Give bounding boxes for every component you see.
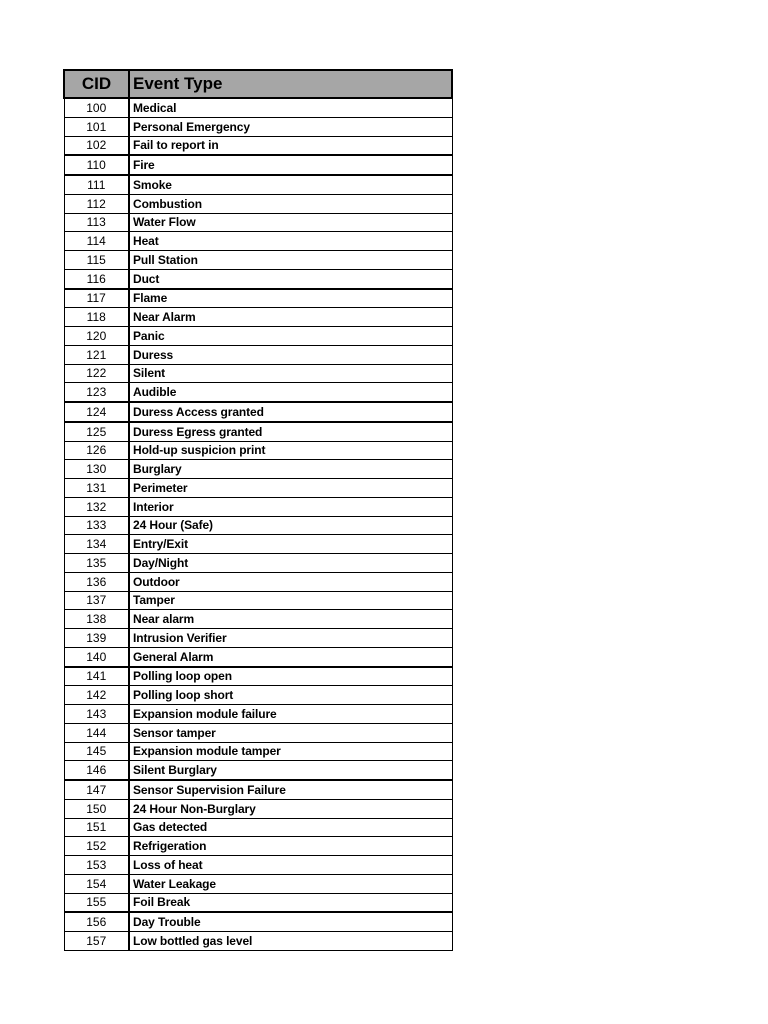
- cid-cell: 142: [64, 686, 129, 705]
- table-row: [64, 497, 452, 516]
- table-row: [64, 799, 452, 818]
- table-row: [64, 402, 452, 422]
- table-row: [64, 572, 452, 591]
- event-type-cell: Sensor Supervision Failure: [129, 780, 452, 799]
- cid-cell: 112: [64, 194, 129, 213]
- event-type-cell: Near Alarm: [129, 308, 452, 327]
- event-type-cell: Heat: [129, 232, 452, 251]
- event-type-cell: General Alarm: [129, 647, 452, 666]
- event-type-cell: Entry/Exit: [129, 535, 452, 554]
- table-row: [64, 422, 452, 441]
- event-type-cell: Silent Burglary: [129, 761, 452, 780]
- table-row: [64, 837, 452, 856]
- cid-cell: 114: [64, 232, 129, 251]
- event-type-cell: Polling loop open: [129, 667, 452, 686]
- event-type-cell: Expansion module failure: [129, 705, 452, 724]
- event-type-cell: Flame: [129, 289, 452, 308]
- cid-cell: 156: [64, 912, 129, 931]
- event-type-cell: Tamper: [129, 591, 452, 610]
- column-header-event-type: Event Type: [129, 70, 452, 98]
- table-row: [64, 155, 452, 175]
- event-type-cell: Audible: [129, 383, 452, 402]
- cid-cell: 138: [64, 610, 129, 629]
- cid-cell: 113: [64, 213, 129, 232]
- event-type-cell: Duress: [129, 345, 452, 364]
- table-row: [64, 213, 452, 232]
- table-row: [64, 667, 452, 686]
- table-row: [64, 364, 452, 383]
- cid-cell: 102: [64, 136, 129, 155]
- cid-cell: 115: [64, 251, 129, 270]
- cid-cell: 123: [64, 383, 129, 402]
- cid-cell: 118: [64, 308, 129, 327]
- cid-cell: 146: [64, 761, 129, 780]
- table-row: [64, 383, 452, 402]
- cid-cell: 116: [64, 269, 129, 288]
- cid-cell: 153: [64, 856, 129, 875]
- table-row: [64, 535, 452, 554]
- cid-cell: 144: [64, 723, 129, 742]
- table-row: [64, 705, 452, 724]
- table-row: [64, 345, 452, 364]
- event-type-cell: Refrigeration: [129, 837, 452, 856]
- cid-cell: 120: [64, 327, 129, 346]
- cid-cell: 143: [64, 705, 129, 724]
- event-type-cell: Duress Access granted: [129, 402, 452, 422]
- cid-cell: 132: [64, 497, 129, 516]
- event-type-cell: Pull Station: [129, 251, 452, 270]
- cid-cell: 130: [64, 460, 129, 479]
- table-row: [64, 194, 452, 213]
- cid-cell: 157: [64, 932, 129, 951]
- event-type-cell: Low bottled gas level: [129, 932, 452, 951]
- event-type-cell: Fail to report in: [129, 136, 452, 155]
- event-type-cell: Hold-up suspicion print: [129, 441, 452, 460]
- event-type-cell: Day/Night: [129, 554, 452, 573]
- cid-cell: 135: [64, 554, 129, 573]
- cid-cell: 155: [64, 893, 129, 912]
- event-type-cell: Smoke: [129, 175, 452, 194]
- table-row: [64, 136, 452, 155]
- cid-cell: 110: [64, 155, 129, 175]
- event-type-cell: Intrusion Verifier: [129, 629, 452, 648]
- table-row: [64, 289, 452, 308]
- table-row: [64, 269, 452, 288]
- event-type-cell: Silent: [129, 364, 452, 383]
- event-type-cell: Panic: [129, 327, 452, 346]
- table-row: [64, 554, 452, 573]
- event-type-cell: 24 Hour (Safe): [129, 516, 452, 535]
- event-type-cell: Water Flow: [129, 213, 452, 232]
- header-row: [64, 70, 452, 98]
- event-type-cell: 24 Hour Non-Burglary: [129, 799, 452, 818]
- event-type-cell: Duct: [129, 269, 452, 288]
- column-header-cid: CID: [64, 70, 129, 98]
- table-row: [64, 818, 452, 837]
- table-row: [64, 893, 452, 912]
- table-row: [64, 308, 452, 327]
- table-body: [64, 98, 452, 950]
- event-type-cell: Fire: [129, 155, 452, 175]
- table-row: [64, 686, 452, 705]
- cid-cell: 139: [64, 629, 129, 648]
- cid-cell: 141: [64, 667, 129, 686]
- table-row: [64, 175, 452, 194]
- table-row: [64, 723, 452, 742]
- table-row: [64, 460, 452, 479]
- table-row: [64, 610, 452, 629]
- event-type-cell: Expansion module tamper: [129, 742, 452, 761]
- table-row: [64, 856, 452, 875]
- table-row: [64, 516, 452, 535]
- table-row: [64, 742, 452, 761]
- table-row: [64, 441, 452, 460]
- table-row: [64, 479, 452, 498]
- cid-cell: 101: [64, 117, 129, 136]
- table-row: [64, 629, 452, 648]
- table-row: [64, 117, 452, 136]
- table-row: [64, 98, 452, 117]
- spreadsheet-area: [63, 69, 453, 951]
- event-type-cell: Loss of heat: [129, 856, 452, 875]
- event-type-cell: Sensor tamper: [129, 723, 452, 742]
- cid-cell: 147: [64, 780, 129, 799]
- event-type-cell: Outdoor: [129, 572, 452, 591]
- cid-cell: 151: [64, 818, 129, 837]
- cid-cell: 154: [64, 874, 129, 893]
- event-type-cell: Polling loop short: [129, 686, 452, 705]
- cid-cell: 124: [64, 402, 129, 422]
- cid-cell: 152: [64, 837, 129, 856]
- cid-event-table: [63, 69, 453, 951]
- event-type-cell: Perimeter: [129, 479, 452, 498]
- table-row: [64, 647, 452, 666]
- cid-cell: 137: [64, 591, 129, 610]
- cid-cell: 100: [64, 98, 129, 117]
- event-type-cell: Day Trouble: [129, 912, 452, 931]
- table-row: [64, 780, 452, 799]
- table-row: [64, 874, 452, 893]
- cid-cell: 145: [64, 742, 129, 761]
- event-type-cell: Foil Break: [129, 893, 452, 912]
- cid-cell: 117: [64, 289, 129, 308]
- table-row: [64, 591, 452, 610]
- cid-cell: 133: [64, 516, 129, 535]
- event-type-cell: Combustion: [129, 194, 452, 213]
- table-row: [64, 327, 452, 346]
- table-row: [64, 932, 452, 951]
- table-row: [64, 251, 452, 270]
- cid-cell: 134: [64, 535, 129, 554]
- event-type-cell: Interior: [129, 497, 452, 516]
- event-type-cell: Water Leakage: [129, 874, 452, 893]
- event-type-cell: Burglary: [129, 460, 452, 479]
- cid-cell: 131: [64, 479, 129, 498]
- table-row: [64, 912, 452, 931]
- cid-cell: 121: [64, 345, 129, 364]
- cid-cell: 136: [64, 572, 129, 591]
- cid-cell: 140: [64, 647, 129, 666]
- event-type-cell: Near alarm: [129, 610, 452, 629]
- table-row: [64, 232, 452, 251]
- table-row: [64, 761, 452, 780]
- cid-cell: 126: [64, 441, 129, 460]
- event-type-cell: Medical: [129, 98, 452, 117]
- event-type-cell: Personal Emergency: [129, 117, 452, 136]
- event-type-cell: Gas detected: [129, 818, 452, 837]
- cid-cell: 150: [64, 799, 129, 818]
- cid-cell: 125: [64, 422, 129, 441]
- cid-cell: 111: [64, 175, 129, 194]
- event-type-cell: Duress Egress granted: [129, 422, 452, 441]
- cid-cell: 122: [64, 364, 129, 383]
